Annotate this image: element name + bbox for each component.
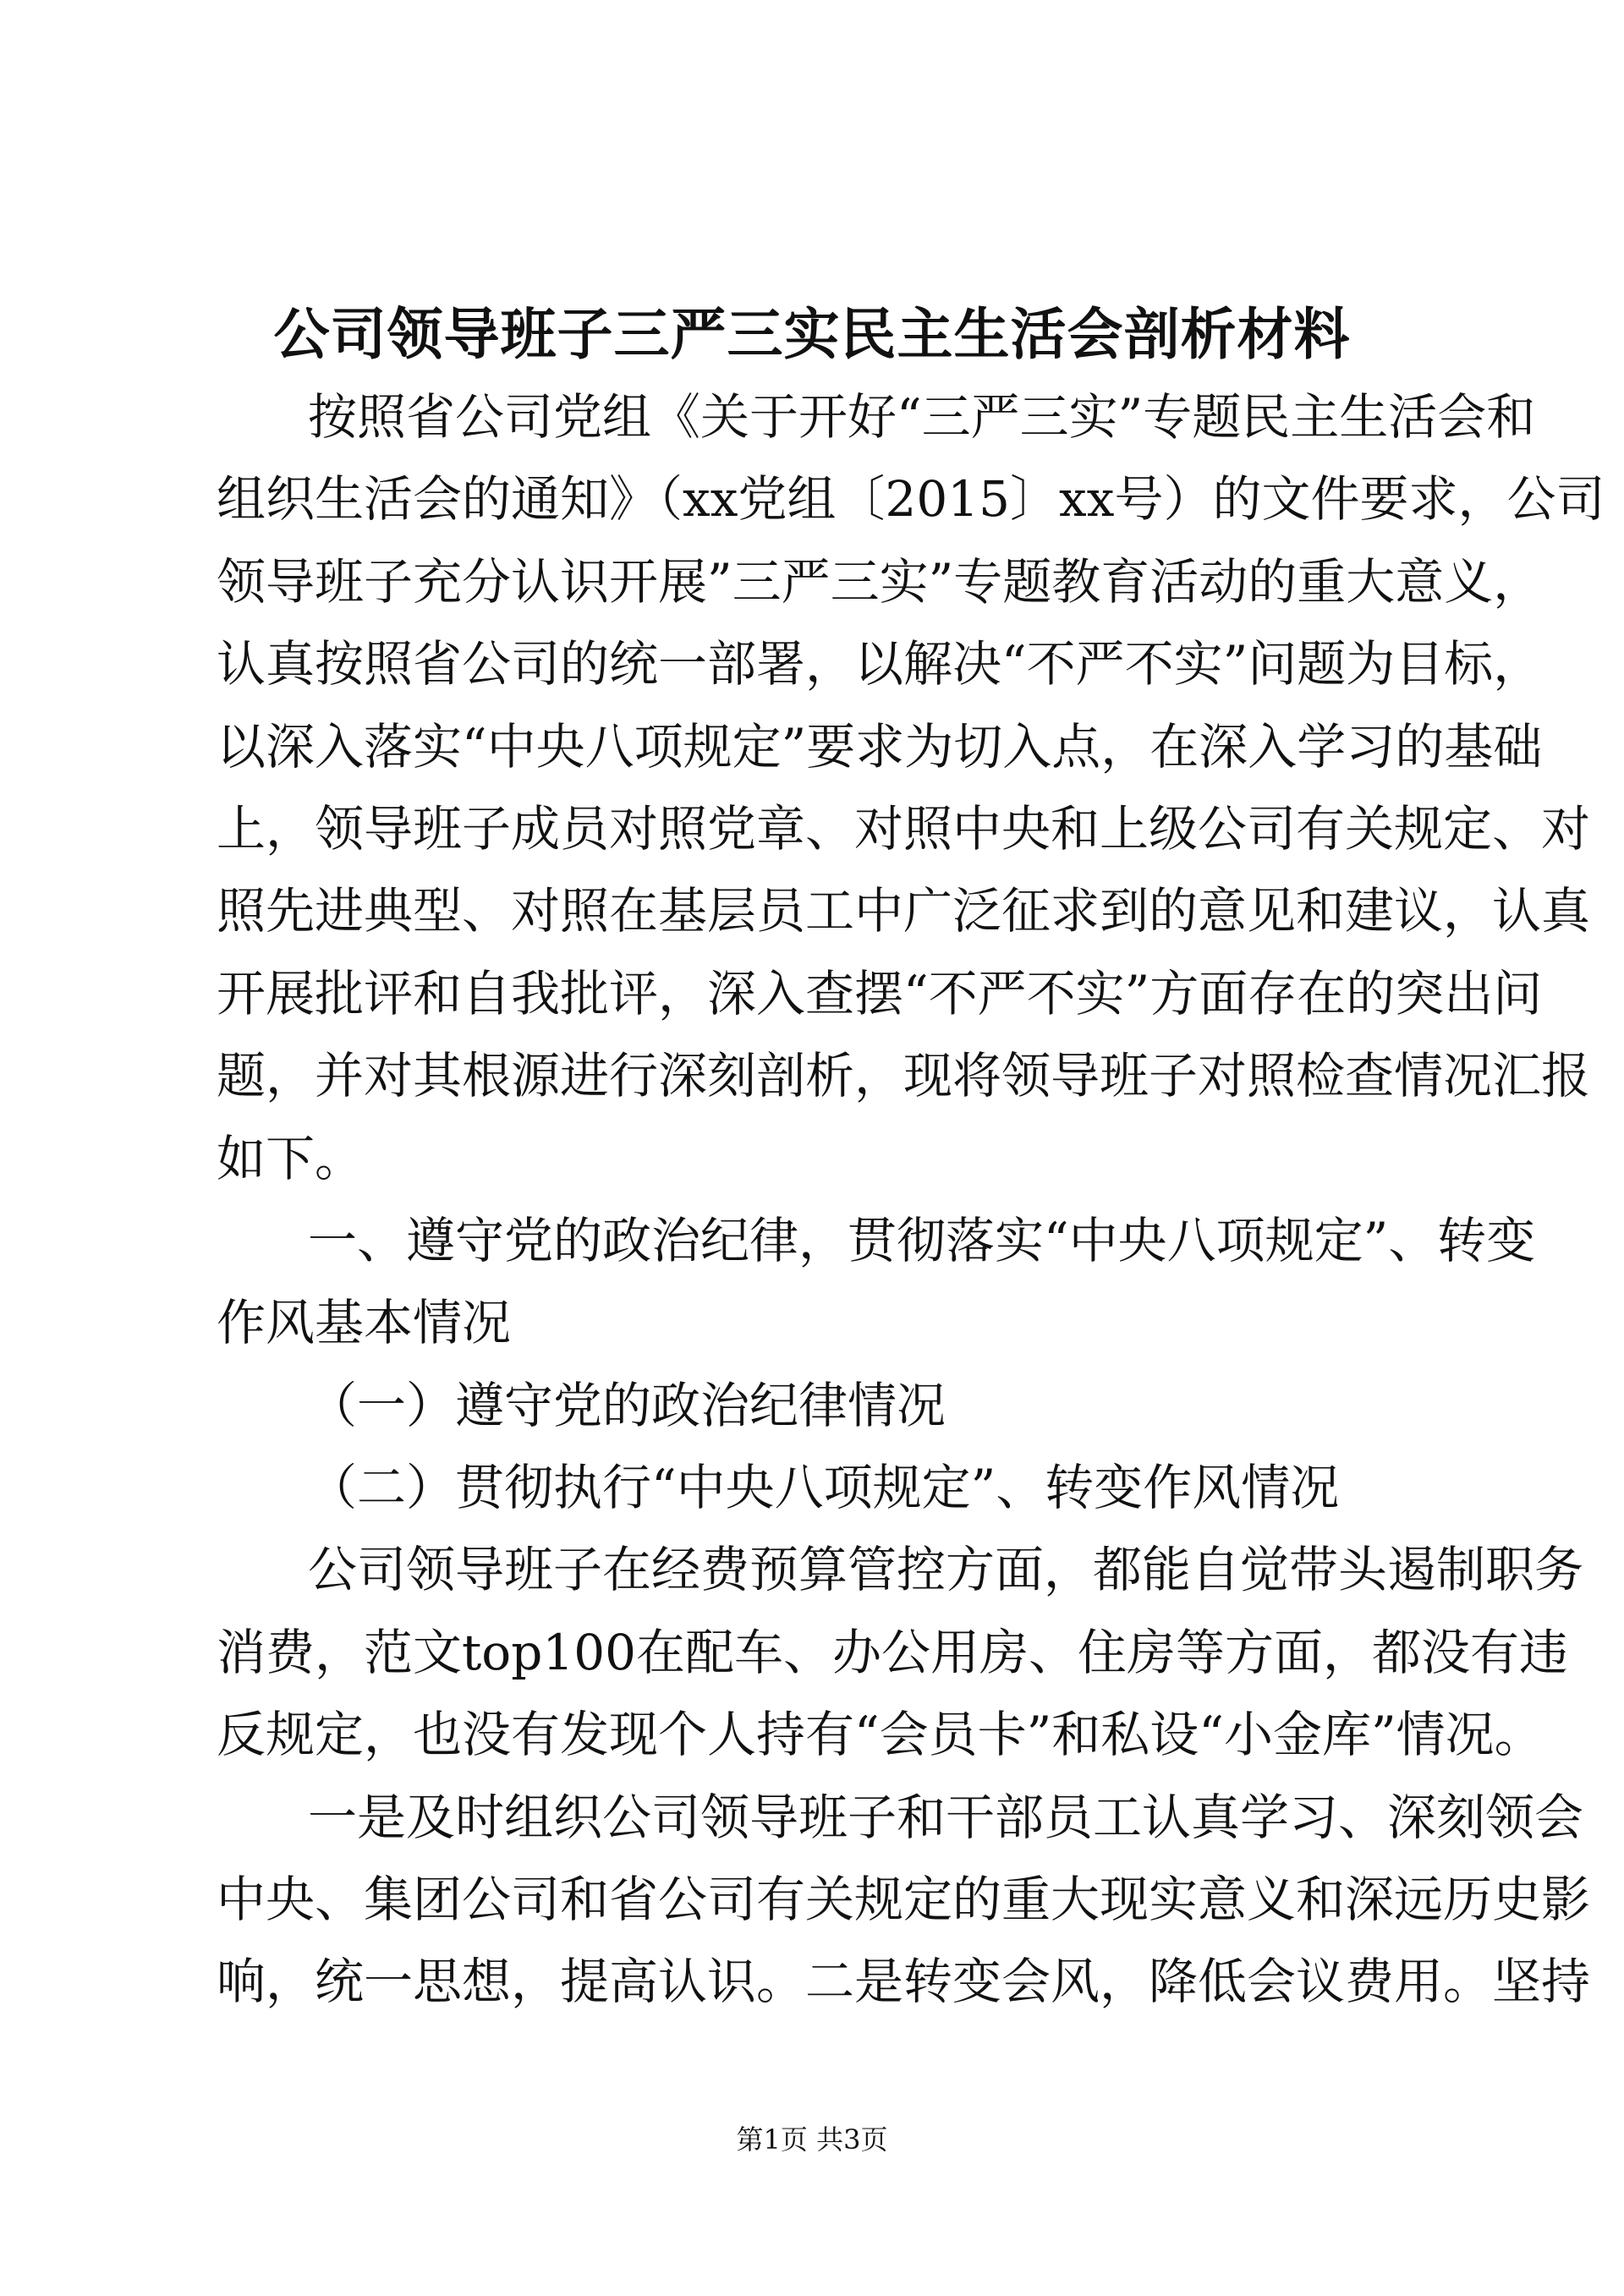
text-line: 以深入落实“中央八项规定”要求为切入点，在深入学习的基础 xyxy=(217,717,1543,775)
text-line: 题，并对其根源进行深刻剖析，现将领导班子对照检查情况汇报 xyxy=(217,1047,1591,1105)
text-line: 公司领导班子在经费预算管控方面，都能自觉带头遏制职务 xyxy=(308,1541,1584,1599)
text-line: 作风基本情况 xyxy=(217,1294,512,1352)
text-line: 按照省公司党组《关于开好“三严三实”专题民主生活会和 xyxy=(308,388,1536,446)
text-line: （一）遵守党的政治纪律情况 xyxy=(308,1376,946,1434)
text-line: 一、遵守党的政治纪律，贯彻落实“中央八项规定”、转变 xyxy=(308,1211,1536,1269)
text-line: 领导班子充分认识开展”三严三实”专题教育活动的重大意义， xyxy=(217,552,1543,611)
text-line: 认真按照省公司的统一部署，以解决“不严不实”问题为目标， xyxy=(217,635,1543,693)
text-line: 开展批评和自我批评，深入查摆“不严不实”方面存在的突出问 xyxy=(217,964,1543,1022)
document-title: 公司领导班子三严三实民主生活会剖析材料 xyxy=(273,301,1351,367)
text-line: 组织生活会的通知》（xx党组〔2015〕xx号）的文件要求，公司 xyxy=(217,470,1605,529)
text-line: 如下。 xyxy=(217,1129,365,1187)
page-footer: 第1页 共3页 xyxy=(736,2123,888,2156)
text-line: 反规定，也没有发现个人持有“会员卡”和私设“小金库”情况。 xyxy=(217,1706,1544,1764)
text-line: 响，统一思想，提高认识。二是转变会风，降低会议费用。坚持 xyxy=(217,1953,1591,2011)
text-line: 上，领导班子成员对照党章、对照中央和上级公司有关规定、对 xyxy=(217,799,1591,858)
text-line: （二）贯彻执行“中央八项规定”、转变作风情况 xyxy=(308,1459,1340,1517)
text-line: 消费，范文top100在配车、办公用房、住房等方面，都没有违 xyxy=(217,1623,1569,1681)
text-line: 中央、集团公司和省公司有关规定的重大现实意义和深远历史影 xyxy=(217,1871,1591,1929)
text-line: 照先进典型、对照在基层员工中广泛征求到的意见和建议，认真 xyxy=(217,882,1591,940)
text-line: 一是及时组织公司领导班子和干部员工认真学习、深刻领会 xyxy=(308,1788,1584,1846)
document-body xyxy=(217,376,1605,2024)
